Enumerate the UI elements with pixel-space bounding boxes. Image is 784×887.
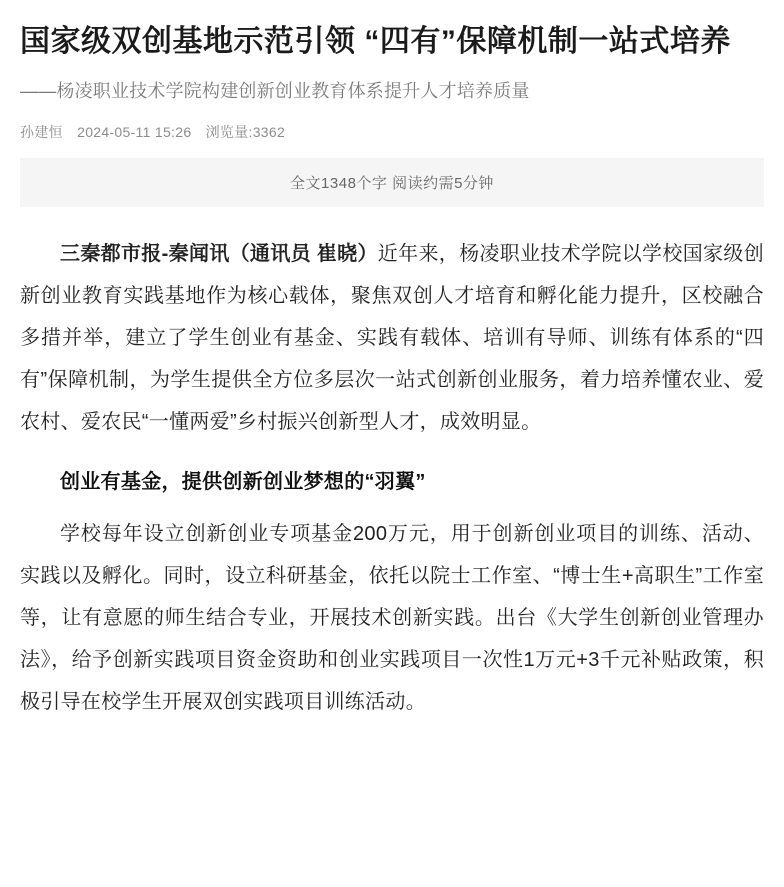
section-heading: 创业有基金，提供创新创业梦想的“羽翼” <box>60 471 426 493</box>
reading-time-bar: 全文1348个字 阅读约需5分钟 <box>20 158 764 207</box>
meta-datetime: 2024-05-11 15:26 <box>77 124 192 140</box>
article-subtitle: ——杨凌职业技术学院构建创新创业教育体系提升人才培养质量 <box>20 81 530 101</box>
paragraph-text: 学校每年设立创新创业专项基金200万元，用于创新创业项目的训练、活动、实践以及孵化。同时，设立科研基金，依托以院士工作室、“博士生+高职生”工作室等，让有意愿的师生结合专业，开展技术创新实践。出台《大学生创新创业管理办法》，给予创新实践项目资金资助和创业实践项目一次性1万元+3千元补贴政策，积极引导在校学生开展双创实践项目训练活动。 <box>20 523 764 713</box>
page-title: 国家级双创基地示范引领 “四有”保障机制一站式培养 <box>20 25 731 58</box>
meta-views: 浏览量:3362 <box>205 124 286 140</box>
meta-author: 孙建恒 <box>20 124 63 140</box>
paragraph-text: 近年来，杨凌职业技术学院以学校国家级创新创业教育实践基地作为核心载体，聚焦双创人才培育和孵化能力提升，区校融合多措并举，建立了学生创业有基金、实践有载体、培训有导师、训练有体系的“四有”保障机制，为学生提供全方位多层次一站式创新创业服务，着力培养懂农业、爱农村、爱农民“一懂两爱”乡村振兴创新型人才，成效明显。 <box>20 243 764 433</box>
article-paragraph <box>20 513 764 723</box>
paragraph-lead: 三秦都市报-秦闻讯（通讯员 崔晓） <box>60 243 378 265</box>
article-meta <box>20 122 764 142</box>
article-paragraph <box>20 233 764 443</box>
